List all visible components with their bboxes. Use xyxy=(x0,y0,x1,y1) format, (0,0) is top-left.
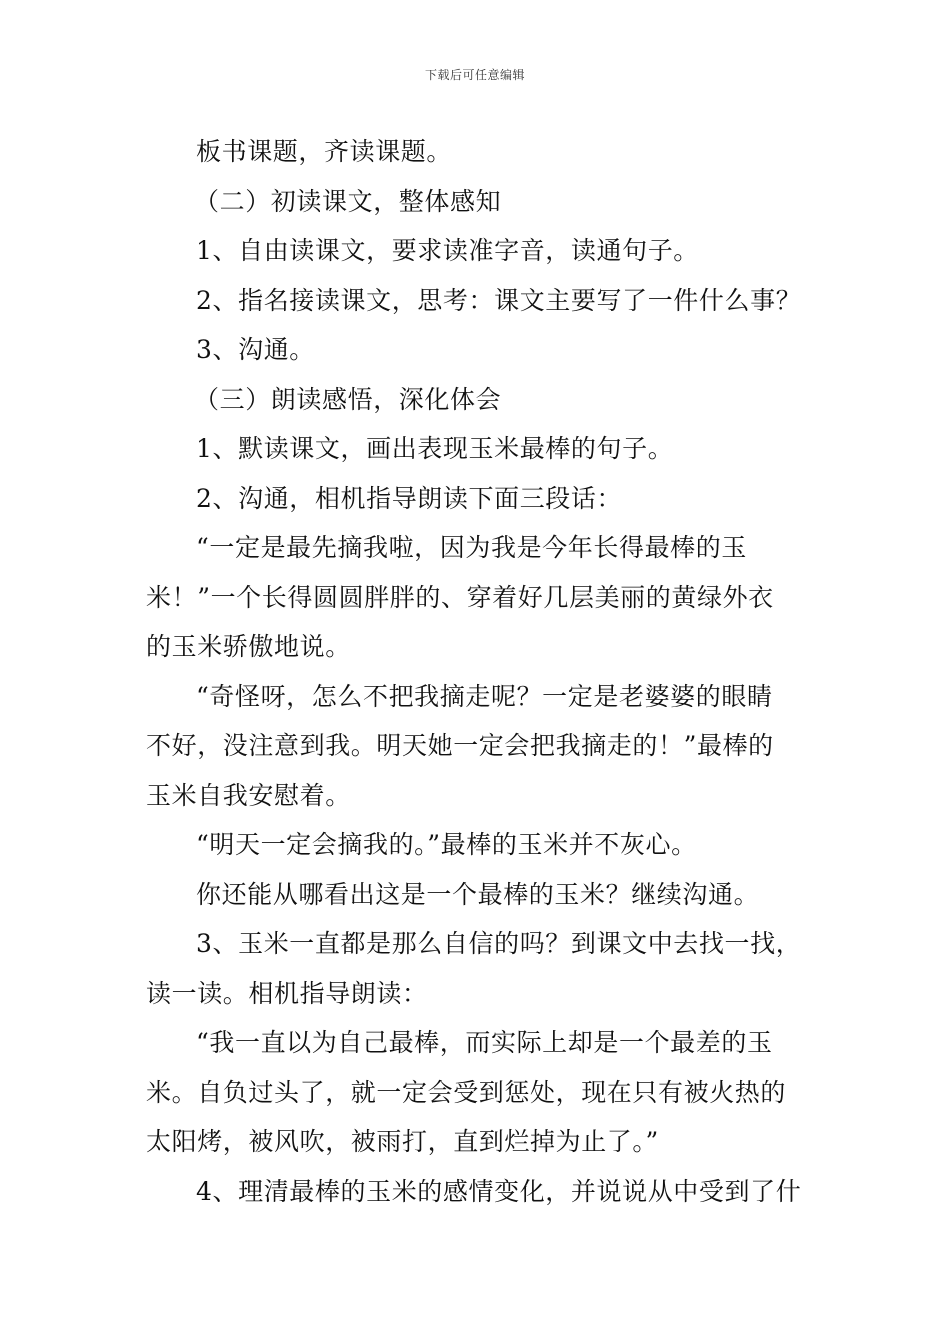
text-line: 3、沟通。 xyxy=(196,335,315,364)
section-heading: （三）朗读感悟，深化体会 xyxy=(194,384,502,414)
quote-line: “一定是最先摘我啦，因为我是今年长得最棒的玉 xyxy=(196,533,747,562)
quote-line: 米。自负过头了，就一定会受到惩处，现在只有被火热的 xyxy=(146,1077,787,1107)
text-line: 1、自由读课文，要求读准字音，读通句子。 xyxy=(196,236,699,265)
quote-line: “奇怪呀，怎么不把我摘走呢？一定是老婆婆的眼睛 xyxy=(196,681,773,711)
text-line: 3、玉米一直都是那么自信的吗？到课文中去找一找， xyxy=(196,929,802,958)
quote-line: “明天一定会摘我的。”最棒的玉米并不灰心。 xyxy=(196,830,697,859)
page-header-note: 下载后可任意编辑 xyxy=(424,68,525,82)
document-body xyxy=(146,127,814,1216)
text-line: 2、指名接读课文，思考：课文主要写了一件什么事？ xyxy=(196,285,802,315)
section-heading: （二）初读课文，整体感知 xyxy=(194,186,502,216)
quote-line: 不好，没注意到我。明天她一定会把我摘走的！”最棒的 xyxy=(146,731,774,760)
text-line: 2、沟通，相机指导朗读下面三段话： xyxy=(196,483,623,513)
quote-line: “我一直以为自己最棒，而实际上却是一个最差的玉 xyxy=(196,1028,773,1057)
text-line: 1、默读课文，画出表现玉米最棒的句子。 xyxy=(196,434,674,463)
quote-line: 米！”一个长得圆圆胖胖的、穿着好几层美丽的黄绿外衣 xyxy=(146,582,774,612)
text-line: 板书课题，齐读课题。 xyxy=(196,137,453,166)
text-line: 读一读。相机指导朗读： xyxy=(146,978,428,1008)
text-line: 4、理清最棒的玉米的感情变化，并说说从中受到了什 xyxy=(196,1176,802,1206)
quote-line: 的玉米骄傲地说。 xyxy=(146,632,351,661)
quote-line: 玉米自我安慰着。 xyxy=(146,780,351,810)
text-line: 你还能从哪看出这是一个最棒的玉米？继续沟通。 xyxy=(196,879,760,909)
quote-line: 太阳烤，被风吹，被雨打，直到烂掉为止了。” xyxy=(146,1127,659,1156)
